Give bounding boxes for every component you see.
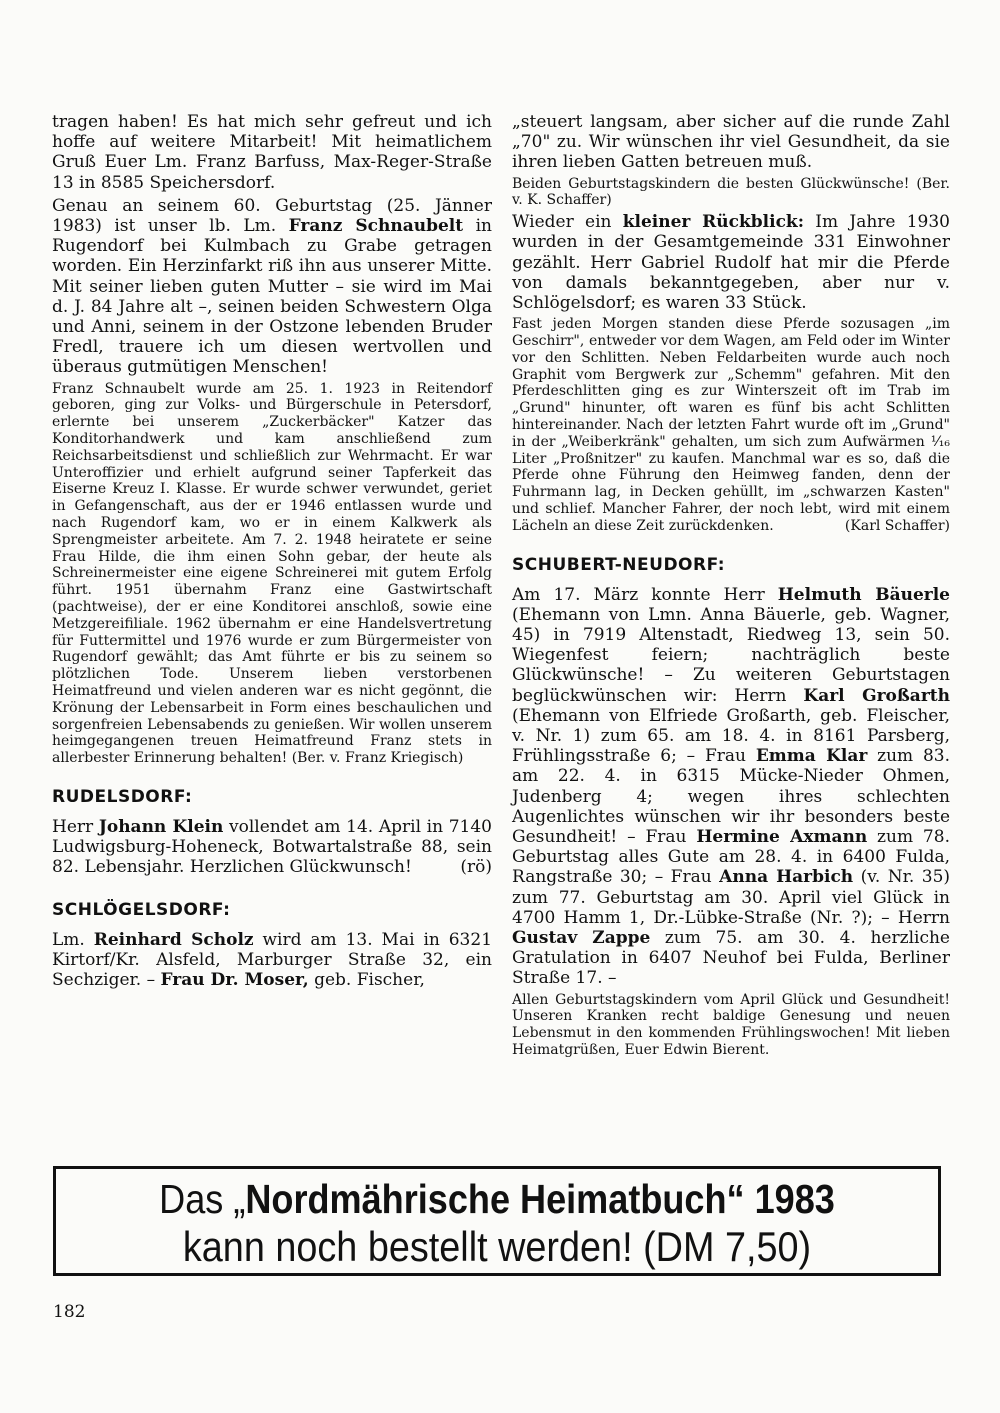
- text: (v. Nr. 35) zum 77. Geburtstag am 30. April viel Glück in 4700 Hamm 1, Dr.-Lübke-Straße (Nr. ?); – Herrn: [512, 867, 951, 928]
- text: wird am 13. Mai in 6321 Kirtorf/Kr. Alsfeld, Marburger Straße 32, ein Sechziger. –: [52, 929, 493, 990]
- name-emma-klar: Emma Klar: [755, 746, 868, 767]
- text: Im Jahre 1930 wurden in der Gesamtgemeinde 331 Einwohner gezählt. Herr Gabriel Rudolf hat mir die Pferde von damals bekanntgegeben, aber nur v. Schlögelsdorf; es waren 33 Stück.: [512, 212, 950, 314]
- text: (Ehemann von Elfriede Großarth, geb. Fleischer, v. Nr. 1) zum 65. am 18. 4. in 8161 Parsberg, Frühlingsstraße 6; – Frau: [512, 705, 950, 767]
- heading-schubert-neudorf: SCHUBERT-NEUDORF:: [512, 554, 726, 575]
- signature-roe: (rö): [460, 857, 492, 878]
- text: zum 83. am 22. 4. in 6315 Mücke-Nieder Ohmen, Judenberg 4; wegen ihres schlechten Augenlichtes wünschen wir ihr besonders beste Gesundheit! – Frau: [512, 746, 951, 848]
- name-johann-klein: Johann Klein: [98, 816, 224, 837]
- text: Genau an seinem 60. Geburtstag (25. Jänner 1983) ist unser lb. Lm.: [52, 195, 492, 237]
- signature-karl-schaffer: (Karl Schaffer): [844, 517, 950, 534]
- paragraph-rudelsdorf: [52, 817, 492, 878]
- ad-book-title: Nordmährische Heimatbuch“ 1983: [245, 1176, 835, 1222]
- name-frau-dr-moser: Frau Dr. Moser,: [160, 969, 309, 990]
- name-gustav-zappe: Gustav Zappe: [512, 928, 651, 949]
- paragraph-schubert-birthdays: [512, 585, 950, 989]
- text: in Rugendorf bei Kulmbach zu Grabe getragen worden. Ein Herzinfarkt riß ihn aus unserer Mitte. Mit seiner lieben guten Mutter – sie wird im Mai d. J. 84 Jahre alt –, seinen beiden Schwestern Olga und Anni, seinem in der Ostzone lebenden Bruder Fredl, trauere ich um diesen wertvollen und überaus gutmütigen Menschen!: [52, 216, 492, 378]
- ad-headline: [109, 1175, 885, 1223]
- paragraph-birthday-wishes: Beiden Geburtstagskindern die besten Glückwünsche! (Ber. v. K. Schaffer): [512, 175, 950, 209]
- text: zum 78. Geburtstag alles Gute am 28. 4. in 6400 Fulda, Rangstraße 30; – Frau: [512, 827, 950, 888]
- text: Fast jeden Morgen standen diese Pferde sozusagen „im Geschirr", entweder vor dem Wagen, am Feld oder im Winter vor den Schlitten. Neben Feldarbeiten wurde auch noch Graphit vom Bergwerk zur „Schemm" gefahren. Mit den Pferdeschlitten ging es zur Winterszeit oft im Trab im „Grund" hinunter, oft waren es fünf bis acht Schlitten hintereinander. Nach der letzten Fahrt wurde oft im „Grund" in der „Weiberkränk" gehalten, um sich zum Aufwärmen ¹⁄₁₆ Liter „Proßnitzer" zu kaufen. Manchmal war es so, daß die Pferde ohne Führung den Heimweg fanden, denn der Fuhrmann lag, in Decken gehüllt, im „schwarzen Kasten" und schlief. Mancher Fahrer, der noch lebt, wird mit einem Lächeln an diese Zeit zurückdenken.: [512, 316, 950, 534]
- heading-schloegelsdorf: SCHLÖGELSDORF:: [52, 899, 231, 920]
- text: geb. Fischer,: [308, 969, 425, 990]
- paragraph-obituary-biography: Franz Schnaubelt wurde am 25. 1. 1923 in Reitendorf geboren, ging zur Volks- und Bürgerschule in Petersdorf, erlernte bei unserem „Zuckerbäcker" Katzer das Konditorhandwerk und kam anschließend zum Reichsarbeitsdienst und schließlich zur Wehrmacht. Er war Unteroffizier und erhielt aufgrund seiner Tapferkeit das Eiserne Kreuz I. Klasse. Er wurde schwer verwundet, geriet in Gefangenschaft, aus der er 1946 entlassen wurde und nach Rugendorf kam, wo er in einem Kalkwerk als Sprengmeister arbeitete. Am 7. 2. 1948 heiratete er seine Frau Hilde, die ihm einen Sohn gebar, der heute als Schreinermeister eine eigene Schreinerei mit gutem Erfolg führt. 1951 übernahm Franz eine Gastwirtschaft (pachtweise), der er eine Konditorei anschloß, sowie eine Metzgereifiliale. 1962 übernahm er eine Handelsvertretung für Futtermittel und 1976 wurde er zum Bürgermeister von Rugendorf gewählt; das Amt führte er bis zu seinem so plötzlichen Tode. Unserem lieben verstorbenen Heimatfreund und vielen anderen war es nicht gegönnt, die Krönung der Lebensarbeit in Form eines beschaulichen und sorgenfreien Lebensabends zu genießen. Wir wollen unserem heimgegangenen treuen Heimatfreund Franz stets in allerbester Erinnerung behalten! (Ber. v. Franz Kriegisch): [52, 380, 492, 767]
- name-hermine-axmann: Hermine Axmann: [696, 827, 868, 848]
- bold-kleiner-rueckblick: kleiner Rückblick:: [622, 212, 804, 233]
- name-franz-schnaubelt: Franz Schnaubelt: [288, 216, 464, 237]
- paragraph-rueckblick: [512, 212, 950, 313]
- paragraph-schloegelsdorf: [52, 930, 492, 991]
- text: Am 17. März konnte Herr: [512, 584, 778, 605]
- paragraph-obituary-intro: [52, 196, 492, 378]
- paragraph-steuert-70: „steuert langsam, aber sicher auf die runde Zahl „70" zu. Wir wünschen ihr viel Gesundheit, da sie ihren lieben Gatten betreuen muß.: [512, 112, 950, 173]
- text: (Ehemann von Lmn. Anna Bäuerle, geb. Wagner, 45) in 7919 Altenstadt, Riedweg 13, sein 50. Wiegenfest feiern; nachträglich beste Glückwünsche! – Zu weiteren Geburtstagen beglückwünschen wir: Herrn: [512, 604, 950, 706]
- left-column: [52, 112, 492, 993]
- paragraph-barfuss-letter: tragen haben! Es hat mich sehr gefreut und ich hoffe auf weitere Mitarbeit! Mit heimatlichem Gruß Euer Lm. Franz Barfuss, Max-Reger-Straße 13 in 8585 Speichersdorf.: [52, 112, 492, 193]
- name-reinhard-scholz: Reinhard Scholz: [93, 929, 254, 950]
- right-column: [512, 112, 950, 1062]
- text: Herr: [52, 816, 99, 837]
- text: Lm.: [52, 929, 94, 950]
- paragraph-horses: [512, 316, 950, 534]
- name-helmuth-baeuerle: Helmuth Bäuerle: [777, 584, 950, 605]
- text: vollendet am 14. April in 7140 Ludwigsburg-Hoheneck, Botwartalstraße 88, sein 82. Lebensjahr. Herzlichen Glückwunsch!: [52, 816, 492, 878]
- text: zum 75. am 30. 4. herzliche Gratulation in 6407 Neuhof bei Fulda, Berliner Straße 17. –: [512, 928, 950, 989]
- text: Das „: [159, 1176, 246, 1222]
- page-number: 182: [53, 1302, 86, 1322]
- name-anna-harbich: Anna Harbich: [719, 867, 854, 888]
- paragraph-closing-greetings: Allen Geburtstagskindern vom April Glück und Gesundheit! Unseren Kranken recht baldige Genesung und neuen Lebensmut in den kommenden Frühlingswochen! Mit lieben Heimatgrüßen, Euer Edwin Bierent.: [512, 991, 950, 1059]
- text: Wieder ein: [512, 212, 623, 233]
- name-karl-grossarth: Karl Großarth: [803, 685, 950, 706]
- heading-rudelsdorf: RUDELSDORF:: [52, 786, 193, 807]
- ad-subline: kann noch bestellt werden! (DM 7,50): [182, 1223, 812, 1270]
- advertisement-box: [53, 1166, 941, 1276]
